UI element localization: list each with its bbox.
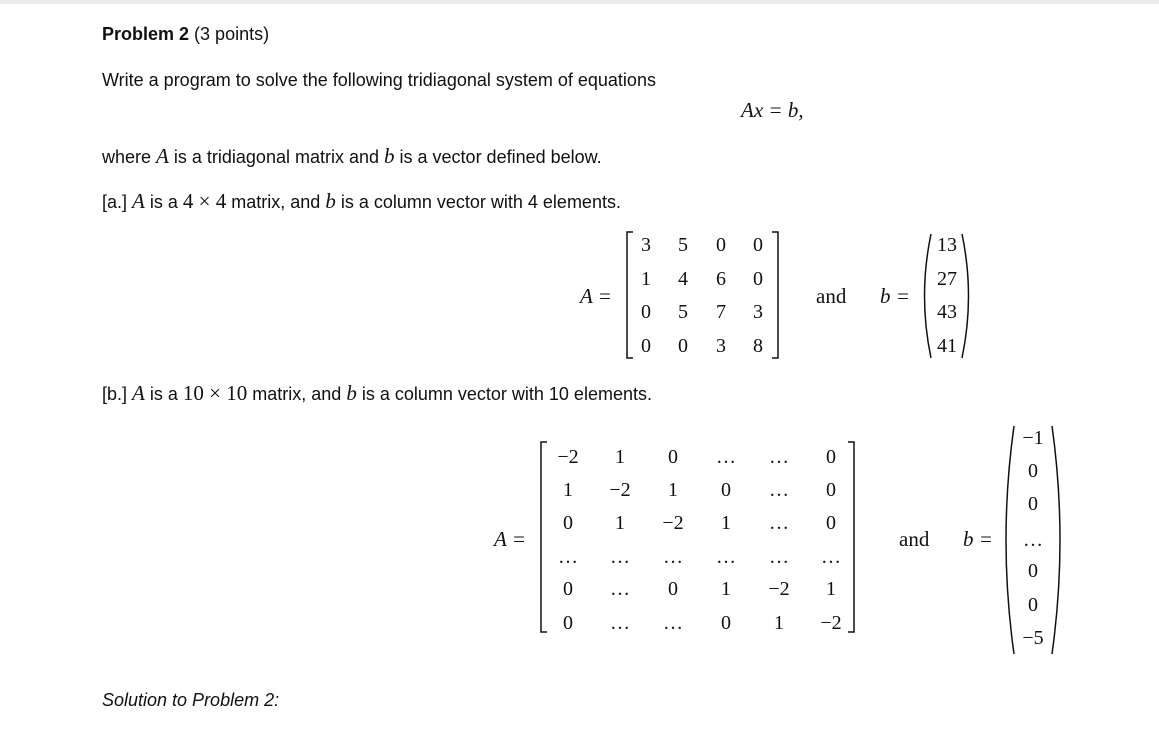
matrix-cell: … (663, 546, 683, 568)
matrix-cell: 0 (716, 234, 726, 256)
matrix-cell: 0 (826, 446, 836, 468)
matrix-cell: 3 (753, 301, 763, 323)
part-a-rest: is a column vector with 4 elements. (340, 192, 621, 212)
matrix-cell: 0 (563, 512, 573, 534)
vector-entry: 27 (937, 268, 957, 290)
matrix-cell: 3 (641, 234, 651, 256)
matrix-cell: 4 (678, 268, 688, 290)
matrix-cell: 1 (615, 446, 625, 468)
matrix-cell: 1 (641, 268, 651, 290)
vector-entry: 0 (1028, 560, 1038, 582)
matrix-cell: … (821, 546, 841, 568)
part-b-matrix-label: A = (494, 527, 526, 551)
problem-title: Problem 2 (102, 24, 190, 44)
part-a-vector-label: b = (880, 284, 910, 308)
matrix-cell: 3 (716, 335, 726, 357)
where-A: A (156, 144, 169, 168)
matrix-cell: 6 (716, 268, 726, 290)
matrix-cell: −2 (609, 479, 631, 501)
matrix-cell: 0 (563, 612, 573, 634)
part-a-A: A (132, 189, 145, 213)
vector-entry: 43 (937, 301, 957, 323)
where-mid: is a tridiagonal matrix and (173, 147, 379, 167)
vector-entry: 0 (1028, 460, 1038, 482)
matrix-cell: 0 (721, 612, 731, 634)
matrix-cell: … (716, 446, 736, 468)
where-pre: where (102, 147, 152, 167)
where-b: b (384, 144, 395, 168)
part-b-is-a: is a (149, 384, 178, 404)
matrix-cell: 0 (641, 301, 651, 323)
part-a-size: 4 × 4 (182, 189, 227, 213)
part-b-A: A (132, 381, 145, 405)
part-a-and: and (816, 284, 847, 308)
matrix-cell: … (769, 446, 789, 468)
part-a-matrix-label: A = (580, 284, 612, 308)
part-b-mid: matrix, and (252, 384, 342, 404)
part-b-prefix: [b.] (102, 384, 128, 404)
matrix-cell: −2 (768, 578, 790, 600)
matrix-cell: 5 (678, 234, 688, 256)
matrix-cell: 1 (721, 512, 731, 534)
matrix-cell: 0 (678, 335, 688, 357)
matrix-cell: … (663, 612, 683, 634)
matrix-cell: 8 (753, 335, 763, 357)
part-a-prefix: [a.] (102, 192, 128, 212)
matrix-cell: −2 (820, 612, 842, 634)
matrix-cell: −2 (662, 512, 684, 534)
matrix-cell: … (610, 612, 630, 634)
equation: Ax = b, (741, 98, 804, 122)
matrix-cell: 5 (678, 301, 688, 323)
matrix-cell: 0 (668, 446, 678, 468)
matrix-cell: 1 (668, 479, 678, 501)
part-b-vector-label: b = (963, 527, 993, 551)
part-a-is-a: is a (149, 192, 178, 212)
matrix-cell: … (558, 546, 578, 568)
matrix-cell: … (769, 479, 789, 501)
where-post: is a vector defined below. (399, 147, 602, 167)
vector-entry: 13 (937, 234, 957, 256)
vector-entry: 41 (937, 335, 957, 357)
matrix-cell: 1 (826, 578, 836, 600)
vector-entry: −5 (1022, 627, 1044, 649)
matrix-cell: 0 (668, 578, 678, 600)
solution-label: Solution to Problem 2: (102, 690, 280, 710)
part-a-b: b (325, 189, 336, 213)
part-b-rest: is a column vector with 10 elements. (361, 384, 652, 404)
matrix-cell: −2 (557, 446, 579, 468)
matrix-cell: 1 (615, 512, 625, 534)
matrix-cell: … (610, 546, 630, 568)
matrix-cell: 0 (753, 268, 763, 290)
matrix-cell: 0 (826, 512, 836, 534)
problem-points: (3 points) (194, 24, 270, 44)
matrix-cell: 1 (563, 479, 573, 501)
matrix-cell: … (769, 546, 789, 568)
problem-intro: Write a program to solve the following tridiagonal system of equations (102, 70, 656, 90)
matrix-cell: 0 (563, 578, 573, 600)
part-b-vector-left-paren (1006, 426, 1014, 654)
part-b-matrix-right-bracket (848, 442, 854, 632)
part-b-size: 10 × 10 (182, 381, 248, 405)
part-b-matrix-left-bracket (541, 442, 547, 632)
matrix-cell: … (610, 578, 630, 600)
matrix-cell: 0 (753, 234, 763, 256)
part-b-b: b (346, 381, 357, 405)
matrix-cell: 0 (721, 479, 731, 501)
matrix-cell: … (716, 546, 736, 568)
matrix-cell: 0 (826, 479, 836, 501)
vector-entry: 0 (1028, 493, 1038, 515)
part-b-and: and (899, 527, 930, 551)
matrix-cell: 7 (716, 301, 726, 323)
vector-entry: 0 (1028, 594, 1038, 616)
part-b-vector-right-paren (1052, 426, 1060, 654)
matrix-cell: 0 (641, 335, 651, 357)
vector-entry: −1 (1022, 427, 1044, 449)
matrix-cell: 1 (774, 612, 784, 634)
part-a-mid: matrix, and (231, 192, 321, 212)
vector-entry: … (1023, 529, 1043, 551)
matrix-cell: 1 (721, 578, 731, 600)
matrix-cell: … (769, 512, 789, 534)
